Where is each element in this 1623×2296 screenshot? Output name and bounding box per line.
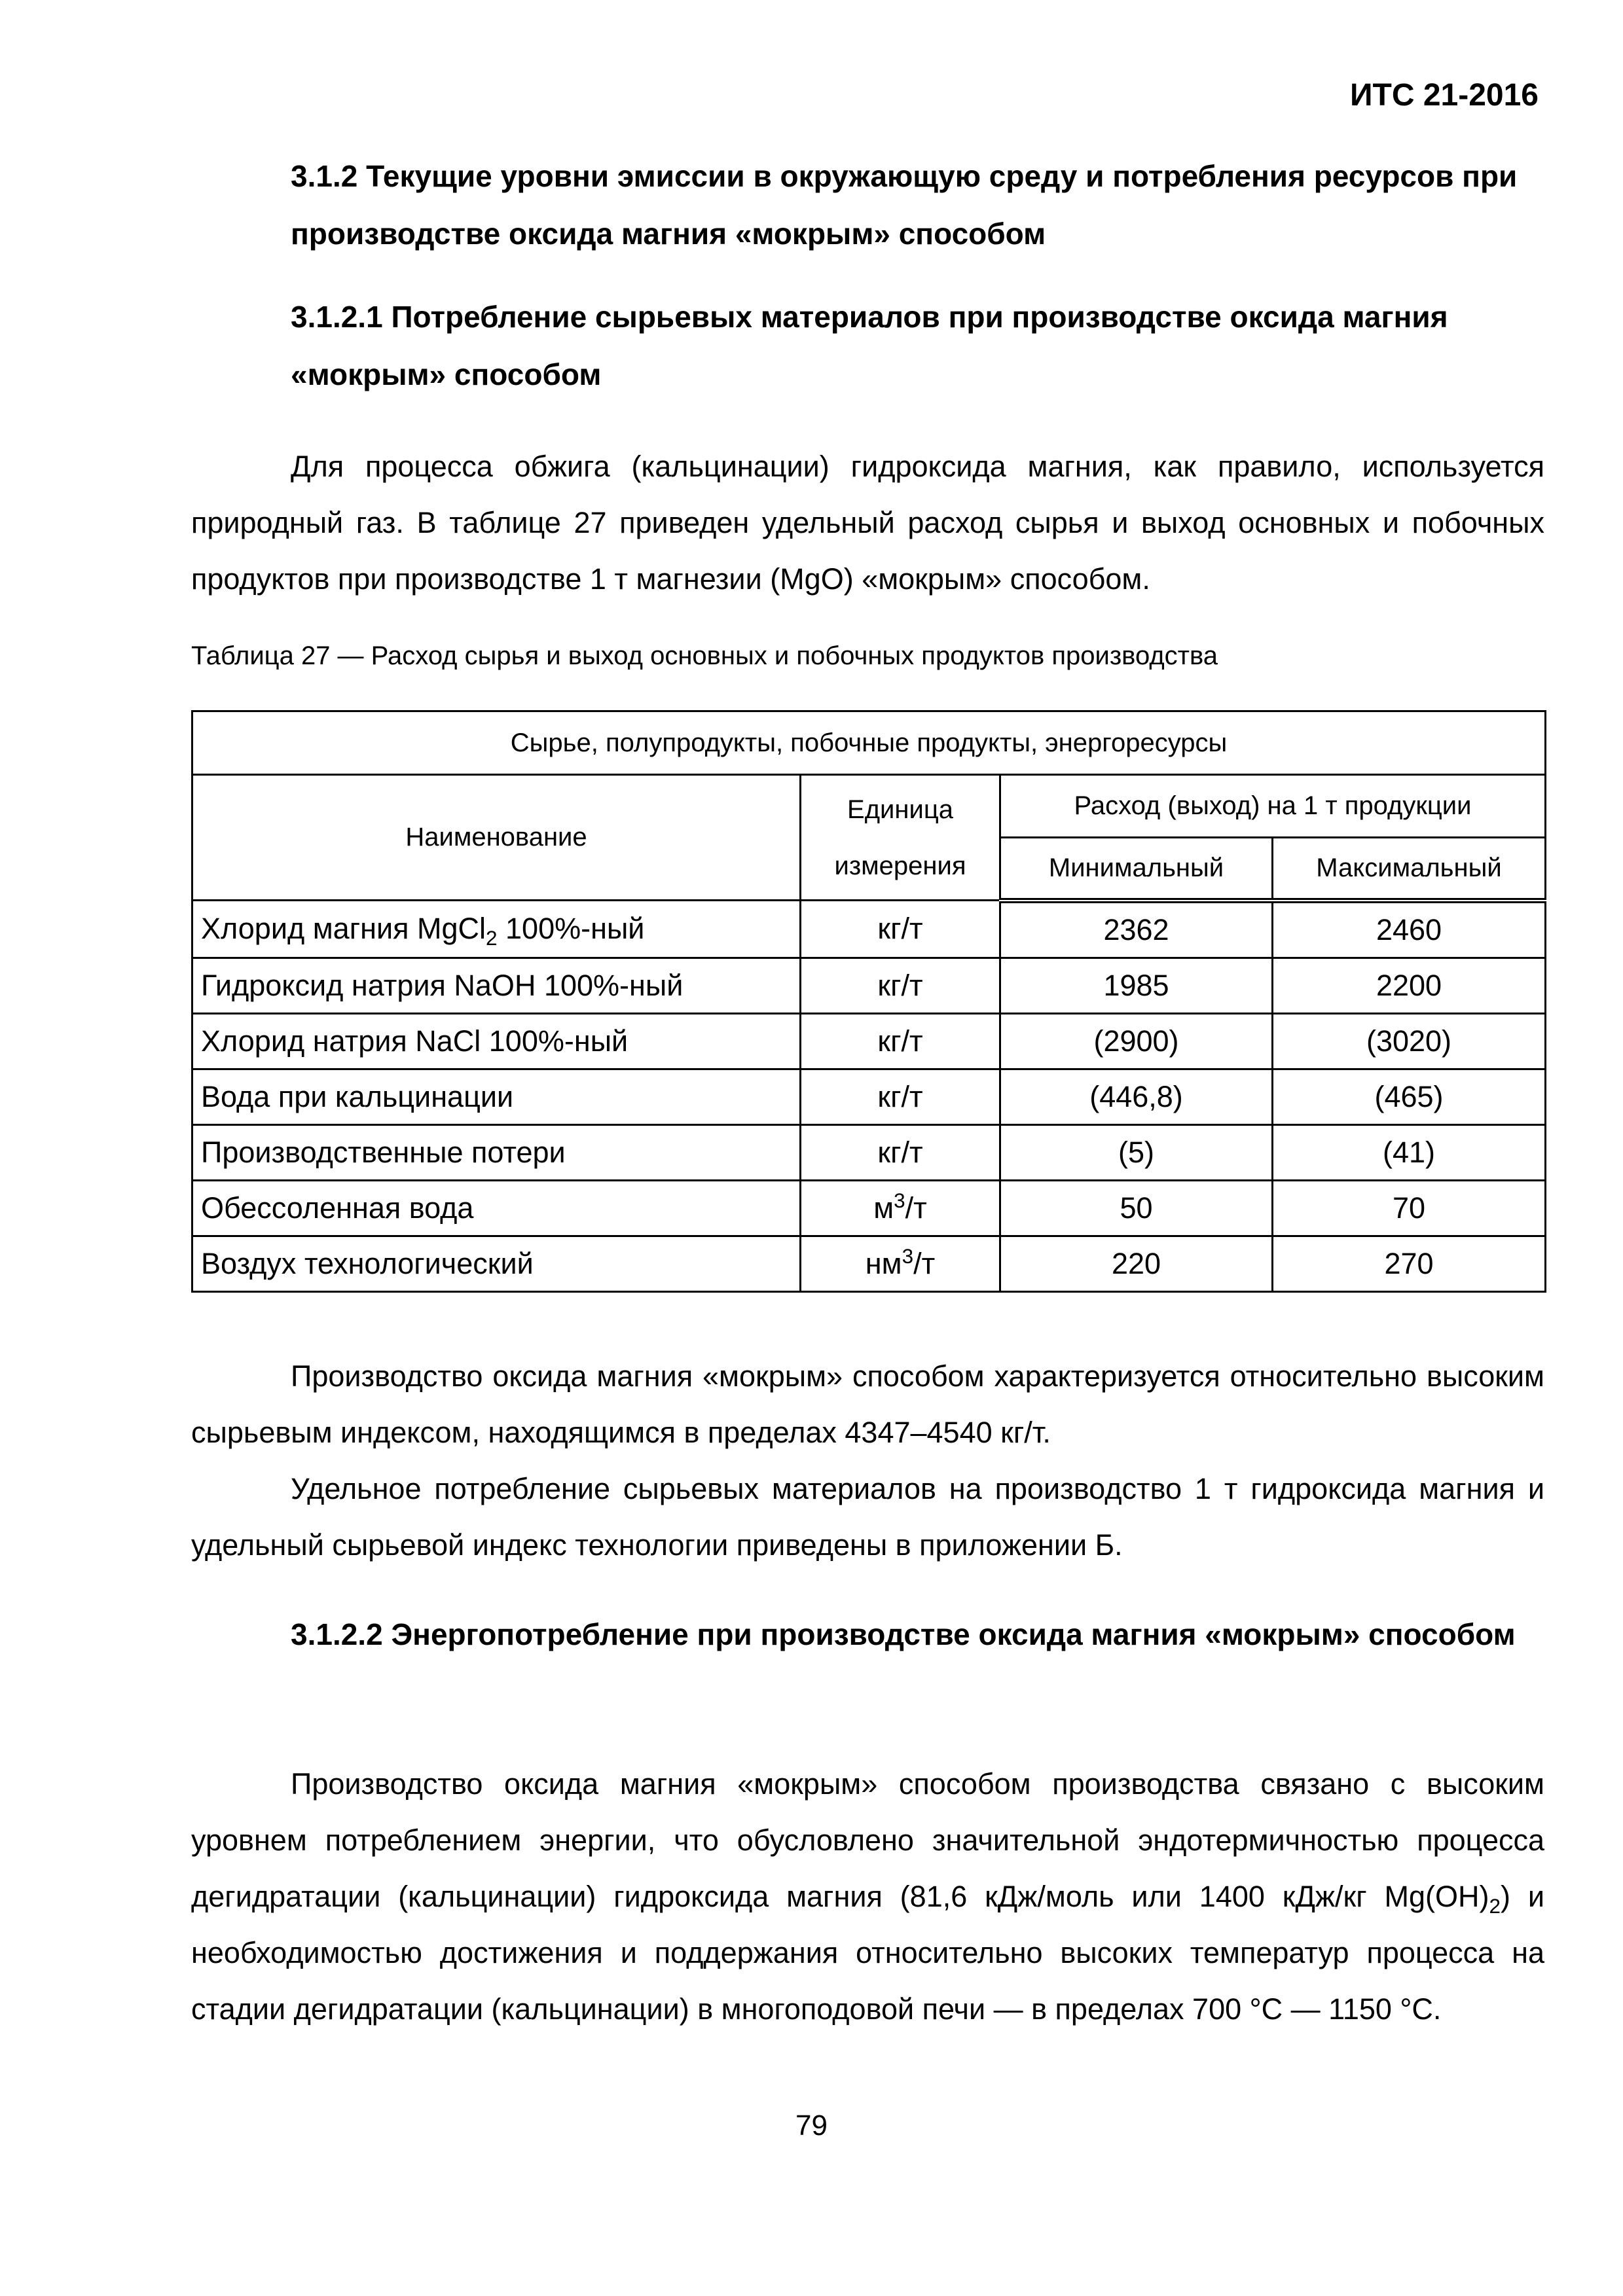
table-caption: Таблица 27 — Расход сырья и выход основных и побочных продуктов производства — [191, 641, 1218, 670]
table-row — [192, 1013, 1546, 1069]
row-unit: $м^3/т$ — [801, 1180, 1000, 1236]
paragraph-raw-index: Производство оксида магния «мокрым» способом характеризуется относительно высоким сырьевым индексом, находящимся в пределах 4347–4540 кг/т. — [191, 1359, 1544, 1449]
column-header-max: Максимальный — [1273, 838, 1546, 901]
table-row — [192, 1069, 1546, 1124]
row-name: Вода при кальцинации — [192, 1069, 801, 1124]
row-max: 70 — [1273, 1180, 1546, 1236]
row-min: 1985 — [1000, 958, 1273, 1013]
table-row — [192, 958, 1546, 1013]
row-max: (3020) — [1273, 1013, 1546, 1069]
section-heading-3-1-2: 3.1.2 Текущие уровни эмиссии в окружающую среду и потребления ресурсов при производстве оксида магния «мокрым» способом — [291, 159, 1518, 251]
row-unit: кг/т — [801, 901, 1000, 958]
row-unit: кг/т — [801, 1124, 1000, 1180]
paragraph-appendix-reference: Удельное потребление сырьевых материалов на производство 1 т гидроксида магния и удельный сырьевой индекс технологии приведены в приложении Б. — [191, 1472, 1544, 1562]
row-name: Хлорид магния MgCl$_2$ 100%-ный — [192, 901, 801, 958]
row-max: (41) — [1273, 1124, 1546, 1180]
row-name: Производственные потери — [192, 1124, 801, 1180]
row-unit: $нм^3/т$ — [801, 1236, 1000, 1291]
section-heading-3-1-2-2: 3.1.2.2 Энергопотребление при производстве оксида магния «мокрым» способом — [291, 1617, 1516, 1651]
row-min: (5) — [1000, 1124, 1273, 1180]
column-header-name: Наименование — [192, 775, 801, 901]
row-min: (446,8) — [1000, 1069, 1273, 1124]
column-header-unit: Единица измерения — [801, 775, 1000, 901]
row-name: Хлорид натрия NaCl 100%-ный — [192, 1013, 801, 1069]
row-min: 2362 — [1000, 901, 1273, 958]
row-unit: кг/т — [801, 958, 1000, 1013]
row-max: 2200 — [1273, 958, 1546, 1013]
row-max: 270 — [1273, 1236, 1546, 1291]
column-header-min: Минимальный — [1000, 838, 1273, 901]
table-row — [192, 1180, 1546, 1236]
row-unit: кг/т — [801, 1069, 1000, 1124]
row-min: 50 — [1000, 1180, 1273, 1236]
table-group-header: Сырье, полупродукты, побочные продукты, энергоресурсы — [192, 711, 1546, 775]
column-header-rate: Расход (выход) на 1 т продукции — [1000, 775, 1546, 838]
section-heading-3-1-2-1: 3.1.2.1 Потребление сырьевых материалов при производстве оксида магния «мокрым» способом — [291, 300, 1448, 391]
table-row — [192, 1124, 1546, 1180]
row-name: Гидроксид натрия NaOH 100%-ный — [192, 958, 801, 1013]
table-row — [192, 901, 1546, 958]
document-code: ИТС 21-2016 — [1350, 78, 1539, 113]
row-name: Воздух технологический — [192, 1236, 801, 1291]
table-row — [192, 1236, 1546, 1291]
page-number: 79 — [795, 2109, 828, 2142]
row-max: 2460 — [1273, 901, 1546, 958]
row-min: (2900) — [1000, 1013, 1273, 1069]
consumption-table — [191, 710, 1546, 1293]
row-min: 220 — [1000, 1236, 1273, 1291]
paragraph-energy-consumption: Производство оксида магния «мокрым» способом производства связано с высоким уровнем потреблением энергии, что обусловлено значительной эндотермичностью процесса дегидратации (кальцинации) гидроксида магния (81,6 кДж/моль или 1400 кДж/кг $Mg(OH)_2$) и необходимостью достижения и поддержания относительно высоких температур процесса на стадии дегидратации (кальцинации) в многоподовой печи — в пределах 700 °С — 1150 °С. — [191, 1767, 1544, 2026]
row-unit: кг/т — [801, 1013, 1000, 1069]
row-max: (465) — [1273, 1069, 1546, 1124]
paragraph-calcination-intro: Для процесса обжига (кальцинации) гидроксида магния, как правило, используется природный газ. В таблице 27 приведен удельный расход сырья и выход основных и побочных продуктов при производстве 1 т магнезии (MgO) «мокрым» способом. — [191, 450, 1544, 596]
row-name: Обессоленная вода — [192, 1180, 801, 1236]
